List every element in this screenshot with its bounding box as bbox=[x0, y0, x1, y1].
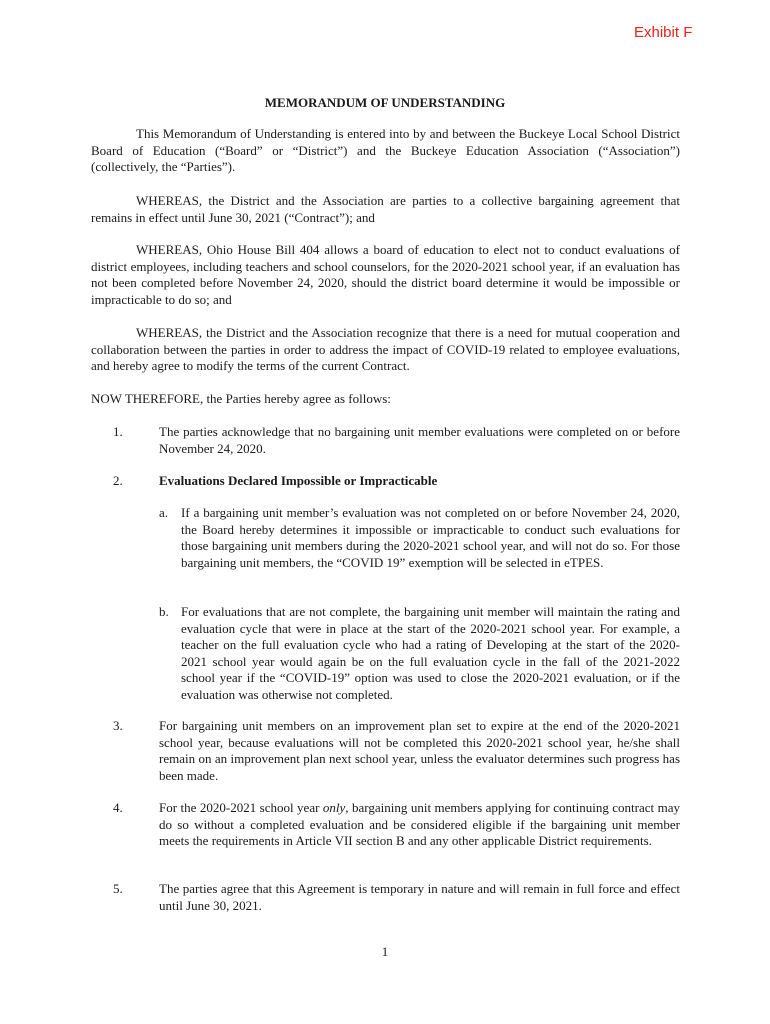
emphasis-text: only bbox=[322, 800, 346, 815]
whereas-paragraph-1: WHEREAS, the District and the Association are parties to a collective bargaining agreement that remains in effect until June 30, 2021 (“Contract”); and bbox=[91, 193, 680, 225]
sub-item-a bbox=[159, 505, 680, 571]
whereas-paragraph-3: WHEREAS, the District and the Association recognize that there is a need for mutual cooperation and collaboration between the parties in order to address the impact of COVID-19 related to employee evaluations, and hereby agree to modify the terms of the current Contract. bbox=[91, 325, 680, 374]
whereas-paragraph-2: WHEREAS, Ohio House Bill 404 allows a board of education to elect not to conduct evaluations of district employees, including teachers and school counselors, for the 2020-2021 school year, if an evaluation has not been completed before November 24, 2020, should the district board determine it would be impossible or impracticable to do so; and bbox=[91, 242, 680, 307]
page-title: MEMORANDUM OF UNDERSTANDING bbox=[264, 95, 506, 110]
page-number: 1 bbox=[381, 944, 389, 959]
sub-item-b bbox=[159, 604, 680, 704]
list-item-5 bbox=[91, 881, 680, 914]
sub-item-text: If a bargaining unit member’s evaluation was not completed on or before November 24, 2020, the Board hereby determines it impossible or impracticable to conduct such evaluations for those bargaining unit members during the 2020-2021 school year, and will not do so. For those bargaining unit members, the “COVID 19” exemption will be selected in eTPES. bbox=[181, 505, 680, 570]
exhibit-label: Exhibit F bbox=[634, 24, 693, 41]
intro-paragraph: This Memorandum of Understanding is entered into by and between the Buckeye Local School District Board of Education (“Board” or “District”) and the Buckeye Education Association (“Association”) (collectively, the “Parties”). bbox=[91, 126, 680, 175]
list-item-text-end: , bargaining unit members applying for continuing contract may do so without a completed evaluation and be considered eligible if the bargaining unit member meets the requirements in Article VII section B and any other applicable District requirements. bbox=[159, 800, 680, 849]
now-therefore-paragraph: NOW THEREFORE, the Parties hereby agree as follows: bbox=[91, 391, 391, 406]
list-item-text: For bargaining unit members on an improvement plan set to expire at the end of the 2020-2021 school year, because evaluations will not be completed this 2020-2021 school year, he/she shall remain on an improvement plan next school year, unless the evaluator determines such progress has been made. bbox=[159, 718, 680, 783]
list-item-text bbox=[159, 800, 680, 850]
list-item-number: 3. bbox=[113, 718, 123, 733]
list-item-3 bbox=[91, 718, 680, 784]
list-item-2 bbox=[91, 473, 680, 490]
sub-item-letter: a. bbox=[159, 505, 169, 520]
list-item-number: 1. bbox=[113, 424, 123, 439]
list-item-1 bbox=[91, 424, 680, 457]
list-item-number: 5. bbox=[113, 881, 123, 896]
list-item-number: 2. bbox=[113, 473, 123, 488]
section-heading: Evaluations Declared Impossible or Impracticable bbox=[159, 473, 438, 488]
list-item-number: 4. bbox=[113, 800, 123, 815]
list-item-text: The parties agree that this Agreement is temporary in nature and will remain in full force and effect until June 30, 2021. bbox=[159, 881, 680, 913]
list-item-text-start: For the 2020-2021 school year bbox=[159, 800, 323, 815]
sub-item-text: For evaluations that are not complete, the bargaining unit member will maintain the rating and evaluation cycle that were in place at the start of the 2020-2021 school year. For example, a teacher on the full evaluation cycle who had a rating of Developing at the start of the 2020-2021 school year would again be on the full evaluation cycle in the fall of the 2021-2022 school year if the “COVID-19” option was used to close the 2020-2021 evaluation, or if the evaluation was otherwise not completed. bbox=[181, 604, 680, 702]
list-item-text: The parties acknowledge that no bargaining unit member evaluations were completed on or before November 24, 2020. bbox=[159, 424, 680, 456]
list-item-4 bbox=[91, 800, 680, 850]
sub-item-letter: b. bbox=[159, 604, 169, 619]
